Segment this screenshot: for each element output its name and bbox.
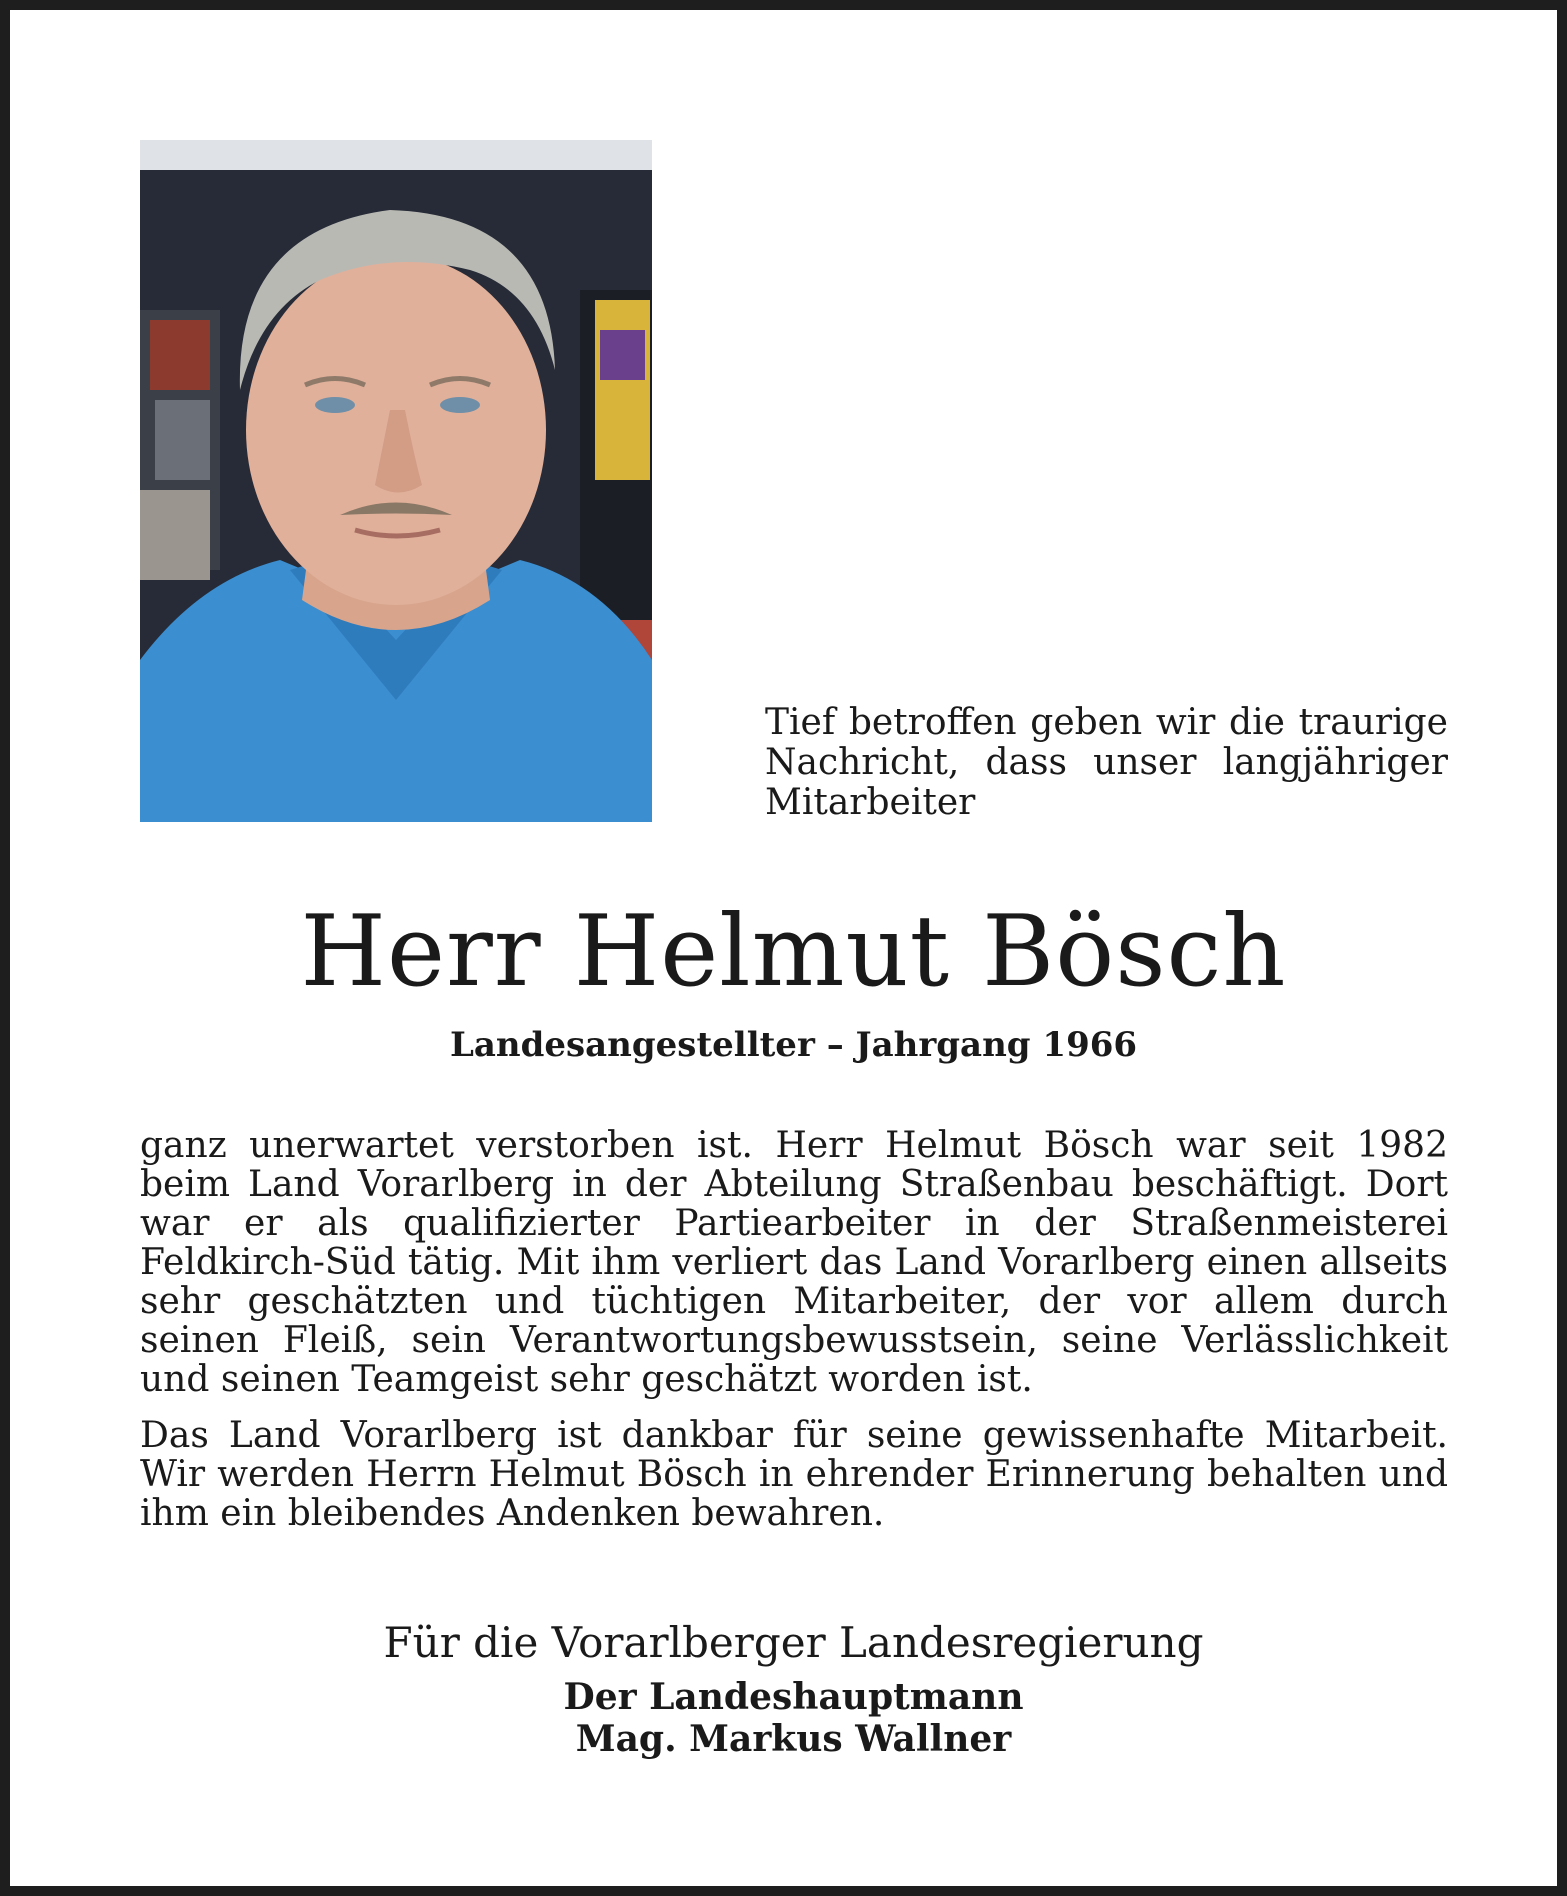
signature-person: Mag. Markus Wallner — [575, 1718, 1012, 1760]
body-paragraph-1: ganz unerwartet verstorben ist. Herr Helmut Bösch war seit 1982 beim Land Vorarlberg in der Abteilung Straßenbau beschäftigt. Dort war er als qualifizierter Partiearbeiter in der Straßenmeisterei Feldkirch-Süd tätig. Mit ihm verliert das Land Vorarlberg einen allseits sehr geschätzten und tüchtigen Mitarbeiter, der vor allem durch seinen Fleiß, sein Verantwortungsbewusstsein, seine Verlässlichkeit und seinen Teamgeist sehr geschätzt worden ist. — [140, 1125, 1448, 1400]
signature-role: Der Landeshauptmann — [563, 1676, 1024, 1718]
portrait-image — [140, 140, 652, 822]
body-paragraph-2: Das Land Vorarlberg ist dankbar für seine gewissenhafte Mitarbeit. Wir werden Herrn Helmut Bösch in ehrender Erinnerung behalten und ihm ein bleibendes Andenken bewahren. — [140, 1415, 1448, 1534]
deceased-name: Herr Helmut Bösch — [300, 895, 1287, 1009]
deceased-subtitle: Landesangestellter – Jahrgang 1966 — [449, 1025, 1138, 1065]
signature-organization: Für die Vorarlberger Landesregierung — [383, 1618, 1204, 1667]
portrait-photo — [140, 140, 652, 822]
intro-text: Tief betroffen geben wir die traurige Nachricht, dass unser langjähriger Mitarbeiter — [765, 702, 1448, 823]
